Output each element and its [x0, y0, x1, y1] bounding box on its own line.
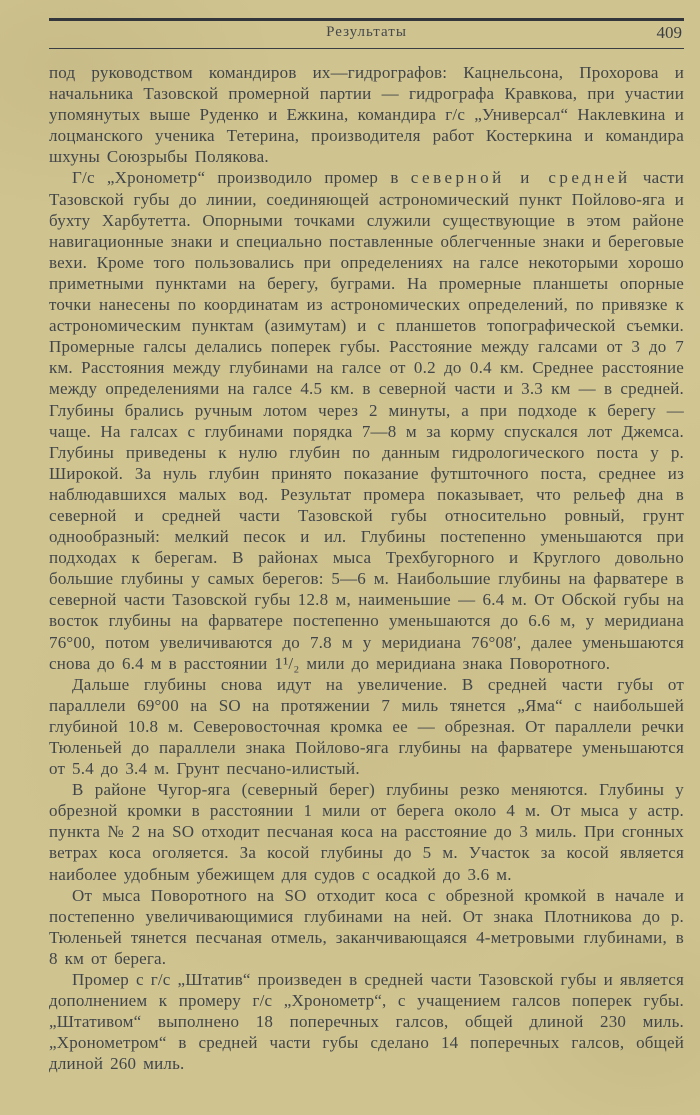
paragraph-text: части Тазовской губы до линии, соединяющей астрономический пункт Пойлово-яга и бухту Харбутетта. Опорными точками служили существующие в этом районе навигационные знаки и специально поставленные облегченные знаки и береговые вехи. Кроме того пользовались при определениях на галсе некоторыми хорошо приметными пунктами на берегу, буграми. На промерные планшеты опорные точки нанесены по координатам из астрономических определений, по привязке к астрономическим пунктам (азимутам) и с планшетов топографической съемки. Промерные галсы делались поперек губы. Расстояние между галсами от 3 до 7 км. Расстояния между глубинами на галсе от 0.2 до 0.4 км. Среднее расстояние между определениями на галсе 4.5 км. в северной части и 3.3 км — в средней. Глубины брались ручным лотом через 2 минуты, а при подходе к берегу — чаще. На галсах с глубинами порядка 7—8 м за корму спускался лот Джемса. Глубины приведены к нулю глубин по данным гидрологического поста у р. Широкой. За нуль глубин принято показание футшточного поста, среднее из наблюдавшихся малых вод. Результат промера показывает, что рельеф дна в северной и средней части Тазовской губы относительно ровный, грунт однообразный: мелкий песок и ил. Глубины постепенно уменьшаются при подходах к берегам. В районах мыса Трехбугорного и Круглого довольно большие глубины у самых берегов: 5—6 м. Наибольшие глубины на фарватере в северной части Тазовской губы 12.8 м, наименьшие — 6.4 м. От Обской губы на восток глубины на фарватере постепенно уменьшаются до 6.6 м, у меридиана 76°00, потом увеличиваются до 7.8 м у меридиана 76°08′, далее уменьшаются снова до 6.4 м в расстоянии 1¹/₂ мили до меридиана знака Поворотного.: [49, 168, 684, 673]
paragraph-text: От мыса Поворотного на SO отходит коса с обрезной кромкой в начале и постепенно увеличивающимися глубинами на ней. От знака Плотникова до р. Тюленьей тянется песчаная отмель, заканчивающаяся 4-метровыми глубинами, в 8 км от берега.: [49, 885, 684, 968]
paragraph-text: В районе Чугор-яга (северный берег) глубины резко меняются. Глубины у обрезной кромки в расстоянии 1 мили от берега около 4 м. От мыса у астр. пункта № 2 на SO отходит песчаная коса на расстояние до 3 миль. При сгонных ветрах коса оголяется. За косой глубины до 5 м. Участок за косой является наиболее удобным убежищем для судов с осадкой до 3.6 м.: [49, 780, 684, 884]
paragraph-text: Дальше глубины снова идут на увеличение. В средней части губы от параллели 69°00 на SO на протяжении 7 миль тянется „Яма“ с наибольшей глубиной 10.8 м. Северовосточная кромка ее — обрезная. От параллели речки Тюленьей до параллели знака Пойлово-яга глубины на фарватере уменьшаются от 5.4 до 3.4 м. Грунт песчано-илистый.: [49, 674, 684, 779]
paragraph-text: Промер с г/с „Штатив“ произведен в средней части Тазовской губы и является дополнением к промеру г/с „Хронометр“, с учащением галсов поперек губы. „Штативом“ выполнено 18 поперечных галсов, общей длиной 230 миль. „Хронометром“ в средней части губы сделано 14 поперечных галсов, общей длиной 260 миль.: [49, 970, 684, 1074]
page-header: [49, 18, 684, 49]
paragraph-text: под руководством командиров их—гидрографов: Кацнельсона, Прохорова и начальника Тазовской промерной партии — гидрографа Кравкова, при участии упомянутых выше Руденко и Ежкина, командира г/с „Универсал“ Наклевкина и лоцманского ученика Тетерина, производителя работ Костеркина и командира шхуны Союзрыбы Полякова.: [49, 63, 684, 167]
paragraph: [49, 885, 684, 969]
running-head-title: Результаты: [326, 24, 407, 40]
page-number: 409: [656, 23, 682, 42]
paragraph-text: Г/с „Хронометр“ производило промер в: [72, 168, 411, 188]
paragraph: [49, 167, 684, 673]
paragraph: [49, 969, 684, 1074]
paragraph: [49, 779, 684, 884]
text-body: [49, 62, 684, 1075]
emphasized-letterspaced-text: северной и средней: [410, 168, 631, 188]
paragraph: [49, 674, 684, 779]
page-content: [49, 18, 684, 1075]
paragraph: [49, 62, 684, 167]
